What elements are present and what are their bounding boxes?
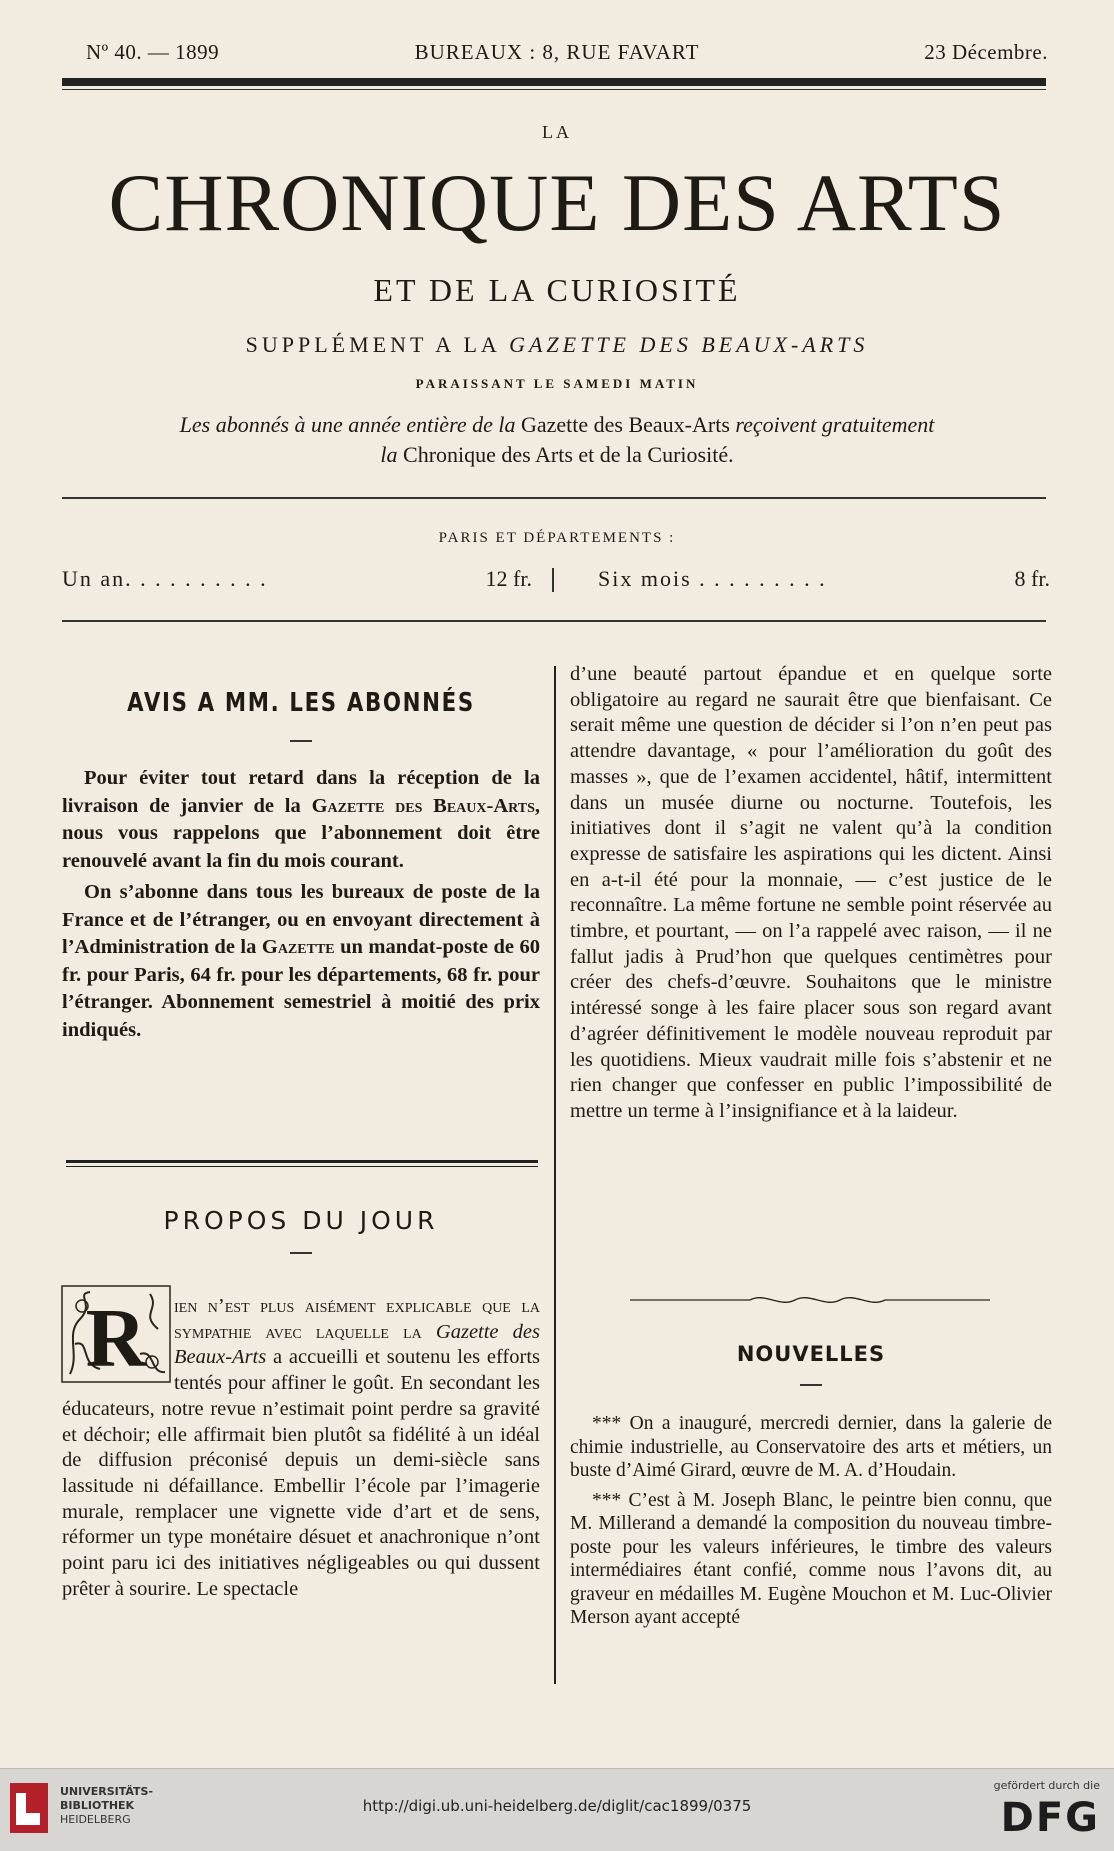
column-separator — [554, 666, 556, 1684]
masthead-rule — [62, 497, 1046, 499]
nouvelles-dash — [800, 1384, 822, 1386]
library-line-1: UNIVERSITÄTS- — [60, 1785, 154, 1798]
price-one-year-label: Un an. . . . . . . . . . — [62, 566, 268, 591]
nouvelle-item-1: *** On a inauguré, mercredi dernier, dans la galerie de chimie industrielle, au Conservatoire des arts et métiers, un buste d’Aimé Girard, œuvre de M. A. d’Houdain. — [570, 1413, 1052, 1481]
propos-text-a: ien n’est plus aisément explicable que la sympathie avec laquelle la — [174, 1295, 540, 1343]
library-line-3: HEIDELBERG — [60, 1813, 131, 1826]
avis-heading: AVIS A MM. LES ABONNÉS — [127, 688, 475, 718]
masthead-title: CHRONIQUE DES ARTS — [108, 157, 1006, 248]
abonnes-l1c: reçoivent gratuitement — [735, 412, 935, 437]
masthead-la: LA — [542, 122, 572, 142]
price-one-year-value: 12 fr. — [485, 566, 532, 591]
header-rule-thin — [62, 89, 1046, 90]
header-rule — [62, 78, 1046, 86]
library-line-2: BIBLIOTHEK — [60, 1799, 135, 1812]
dropcap-letter: R — [85, 1292, 147, 1384]
section-double-rule — [66, 1160, 538, 1163]
avis-p2-gazette: Gazette — [261, 936, 335, 958]
issue-number: Nº 40. — 1899 — [86, 40, 220, 64]
avis-p1-gazette: Gazette des Beaux-Arts — [311, 794, 535, 817]
dropcap-spacer — [62, 1294, 174, 1386]
supplement-prefix: SUPPLÉMENT A LA — [245, 332, 510, 357]
avis-paragraph-2 — [62, 879, 540, 1044]
funded-by-label: gefördert durch die — [993, 1779, 1100, 1792]
supplement-gazette: GAZETTE DES BEAUX-ARTS — [509, 332, 869, 357]
avis-p2b: un mandat-poste de 60 fr. pour Paris, 64 fr. pour les départements, 68 fr. pour l’étranger. Abonnement semestriel à moitié des prix indiqués. — [62, 936, 541, 1041]
price-one-year — [62, 566, 532, 592]
propos-text-b: a accueilli et soutenu les efforts tentés pour affiner le goût. En secondant les éducateurs, notre revue n’estimait point perdre sa gravité et déchoir; elle affirmait bien plutôt sa fidélité à un idéal de diffusion préconisé depuis un demi-siècle sans lassitude ni défaillance. Embellir l’école par l’imagerie murale, remplacer une vignette vide d’art et de sens, réformer un type monétaire désuet et anachronique n’ont point paru ici des initiatives négligeables ou qui dussent prêter à sourire. Le spectacle — [62, 1346, 540, 1600]
source-url-link[interactable]: http://digi.ub.uni-heidelberg.de/diglit/cac1899/0375 — [362, 1797, 752, 1815]
avis-p1b: , nous vous rappelons que l’abonnement doit être renouvelé avant la fin du mois courant. — [62, 794, 540, 872]
nouvelle-item-2: *** C’est à M. Joseph Blanc, le peintre bien connu, que M. Millerand a demandé la composition du nouveau timbre-poste pour les valeurs inférieures, le timbre des valeurs intermédiaires étant confié, comme nous l’avons dit, au graveur en médailles M. Eugène Mouchon et M. Luc-Olivier Merson ayant accepté — [570, 1489, 1052, 1628]
propos-heading: PROPOS DU JOUR — [163, 1206, 439, 1235]
abonnes-l1a: Les abonnés à une année entière de la — [179, 412, 516, 437]
dfg-logo: DFG — [1000, 1795, 1100, 1841]
avis-paragraph-1 — [62, 765, 540, 875]
supplement-line — [0, 332, 1114, 358]
propos-body — [62, 1294, 540, 1602]
avis-p2a: On s’abonne dans tous les bureaux de poste de la France et de l’étranger, ou en envoyant directement à l’Administration de la — [62, 881, 540, 958]
issue-date: 23 Décembre. — [924, 40, 1048, 64]
pricing-rule — [62, 620, 1046, 622]
avis-body — [62, 765, 540, 1044]
abonnes-notice — [0, 410, 1114, 470]
nouvelles-body — [570, 1412, 1052, 1636]
ornament-divider-icon — [630, 1292, 990, 1308]
section-double-rule-thin — [66, 1166, 538, 1167]
price-six-months — [598, 566, 1050, 592]
pricing-heading: PARIS ET DÉPARTEMENTS : — [438, 530, 676, 546]
price-separator — [552, 568, 554, 592]
bureaux-address: BUREAUX : 8, RUE FAVART — [414, 40, 700, 64]
paraissant-line: PARAISSANT LE SAMEDI MATIN — [415, 376, 699, 391]
propos-gazette: Gazette des Beaux-Arts — [174, 1320, 540, 1369]
nouvelles-heading: NOUVELLES — [736, 1342, 886, 1366]
abonnes-l2b: Chronique des Arts et de la Curiosité. — [397, 442, 734, 467]
avis-dash — [290, 740, 312, 742]
abonnes-l1b: Gazette des Beaux-Arts — [515, 412, 736, 437]
right-column-text — [570, 662, 1052, 1125]
price-six-months-label: Six mois . . . . . . . . . — [598, 566, 827, 591]
price-six-months-value: 8 fr. — [1014, 566, 1050, 591]
propos-dash — [290, 1252, 312, 1254]
avis-p1a: Pour éviter tout retard dans la réception de la livraison de janvier de la — [62, 767, 540, 817]
abonnes-l2a: la — [380, 442, 398, 467]
propos-continuation: d’une beauté partout épandue et en quelque sorte obligatoire au regard ne saurait être que bienfaisant. Ce serait même une question de décider si l’on n’en peut pas attendre davantage, « pour l’amélioration du goût des masses », que de l’examen accidentel, hâtif, intermittent dans un musée diurne ou nocturne. Toutefois, les initiatives dont il s’agit ne valent qu’à la condition expresse de satisfaire les aspirations qui les dictent. Ainsi en a-t-il été pour la monnaie, — c’est justice de le reconnaître. La même fortune ne semble point réservée au timbre, et pourtant, — on l’a rappelé avec raison, — il ne fallut jadis à Prud’hon que quelques centimètres pour créer des chefs-d’œuvre. Souhaitons que le ministre intéressé songe à les faire placer sous son regard avant d’agréer définitivement le modèle nouveau reproduit par les quotidiens. Mieux vaudrait mille fois s’abstenir et ne rien changer que confesser en public l’impossibilité de mettre un terme à l’insignifiance et à la laideur. — [570, 663, 1052, 1122]
digitization-footer — [0, 1768, 1114, 1851]
masthead-subtitle: ET DE LA CURIOSITÉ — [373, 272, 741, 308]
